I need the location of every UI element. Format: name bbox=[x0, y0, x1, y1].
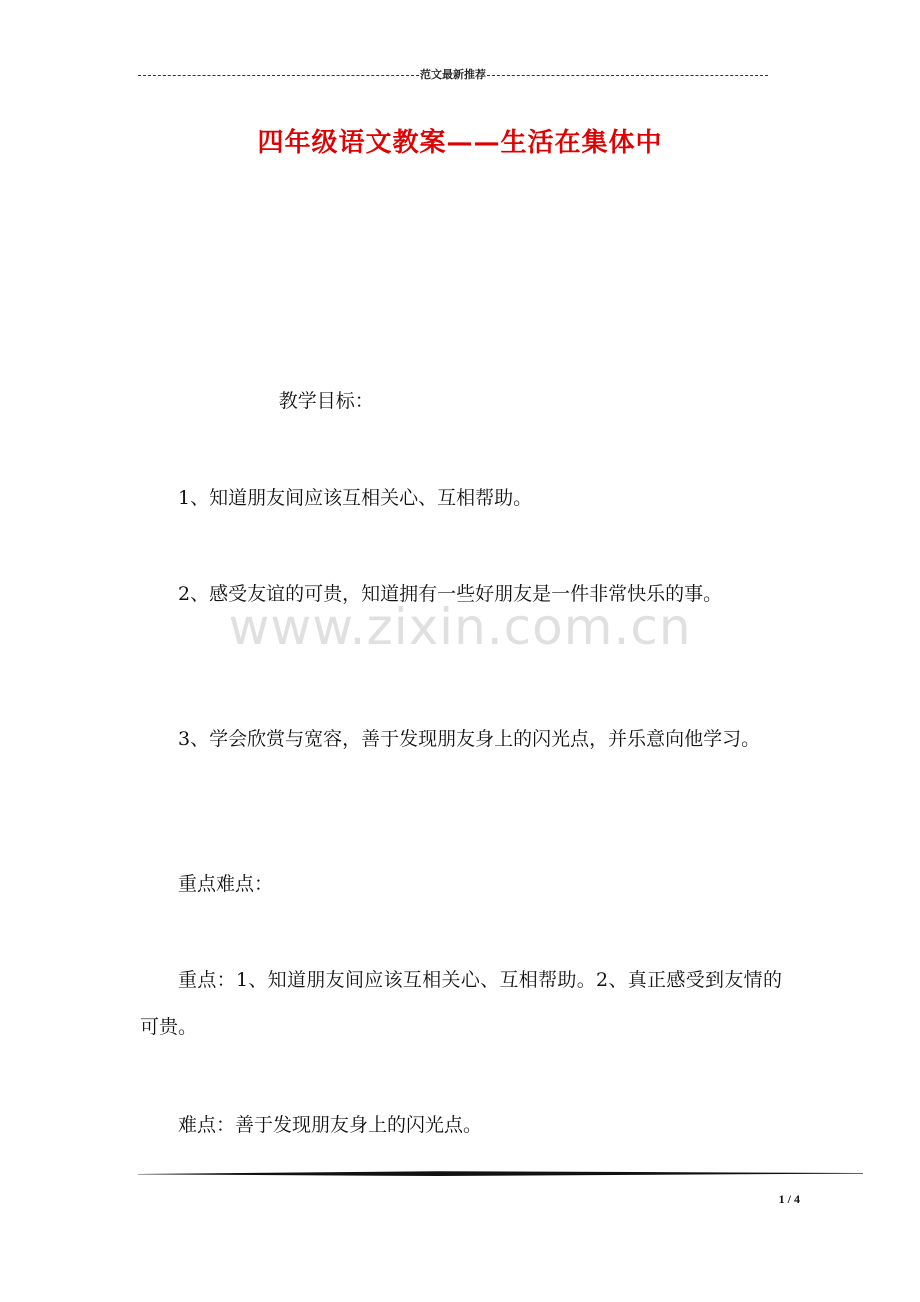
footer-rule bbox=[138, 1170, 863, 1176]
header-dash-right bbox=[487, 75, 768, 76]
paragraph-objectives-heading: 教学目标： bbox=[278, 390, 374, 412]
paragraph-objective-1: 1、知道朋友间应该互相关心、互相帮助。 bbox=[178, 487, 533, 509]
header-label: 范文最新推荐 bbox=[420, 68, 486, 81]
paragraph-keypoints: 重点：1、知道朋友间应该互相关心、互相帮助。2、真正感受到友情的可贵。 bbox=[140, 969, 782, 1038]
document-title: 四年级语文教案——生活在集体中 bbox=[257, 128, 663, 158]
header-banner bbox=[138, 68, 768, 82]
page-number: 1 / 4 bbox=[778, 1192, 800, 1206]
paragraph-difficulty: 难点：善于发现朋友身上的闪光点。 bbox=[178, 1114, 483, 1136]
header-dash-left bbox=[138, 75, 419, 76]
watermark: www.zixin.com.cn bbox=[228, 598, 692, 656]
paragraph-objective-2: 2、感受友谊的可贵，知道拥有一些好朋友是一件非常快乐的事。 bbox=[178, 583, 723, 605]
paragraph-keypoints-heading: 重点难点： bbox=[178, 873, 274, 895]
paragraph-objective-3: 3、学会欣赏与宽容，善于发现朋友身上的闪光点，并乐意向他学习。 bbox=[178, 728, 761, 750]
